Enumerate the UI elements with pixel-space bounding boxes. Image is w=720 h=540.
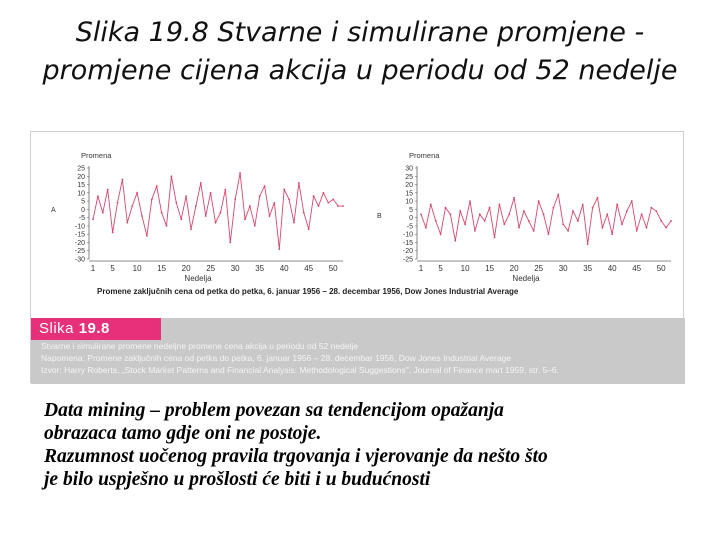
data-point	[562, 223, 564, 225]
x-tick-label: 5	[438, 264, 443, 273]
body-line-3: Razumnost uočenog pravila trgovanja i vjerovanje da nešto što	[44, 446, 548, 467]
x-tick-label: 20	[509, 264, 519, 273]
data-point	[210, 192, 212, 194]
data-point	[459, 210, 461, 212]
data-point	[239, 172, 241, 174]
data-point	[175, 202, 177, 204]
y-tick-label: 15	[405, 190, 413, 198]
data-point	[136, 192, 138, 194]
data-point	[288, 199, 290, 201]
series-line-B	[421, 195, 671, 245]
y-tick-label: 5	[81, 198, 85, 206]
body-line-4: je bilo uspješno u prošlosti će biti i u budućnosti	[44, 469, 431, 490]
x-tick-label: 25	[206, 264, 216, 273]
y-tick-label: -10	[402, 231, 413, 239]
x-tick-label: 5	[110, 264, 115, 273]
caption-line-3: Izvor: Harry Roberts, „Stock Market Patterns and Financial Analysis: Methodological Suggestions", Journal of Finance mart 1959, str. 5–6.	[41, 365, 559, 375]
data-point	[117, 202, 119, 204]
data-point	[641, 213, 643, 215]
panel-label-A: A	[51, 207, 56, 214]
caption-line-2: Napomena: Promene zaključnih cena od petka do petka, 6. januar 1956 – 28. decembar 1956, Dow Jones Industrial Average	[41, 353, 512, 363]
y-tick-label: -30	[74, 256, 85, 264]
figure-tab	[31, 318, 161, 340]
data-point	[180, 218, 182, 220]
y-tick-label: -25	[402, 256, 413, 264]
y-tick-label: 0	[409, 215, 413, 223]
slide-title	[0, 14, 720, 90]
data-point	[337, 205, 339, 207]
data-point	[283, 189, 285, 191]
y-tick-label: -15	[402, 239, 413, 247]
data-point	[264, 185, 266, 187]
data-point	[464, 223, 466, 225]
y-tick-label: 25	[405, 173, 413, 181]
data-point	[503, 223, 505, 225]
data-point	[489, 207, 491, 209]
y-tick-label: -10	[74, 223, 85, 231]
data-point	[445, 207, 447, 209]
data-point	[322, 192, 324, 194]
data-point	[636, 230, 638, 232]
body-line-1: Data mining – problem povezan sa tendencijom opažanja	[44, 400, 504, 421]
data-point	[450, 213, 452, 215]
figure-tab-number: 19.8	[78, 320, 110, 337]
data-point	[332, 199, 334, 201]
figure-panel	[30, 131, 684, 383]
data-point	[318, 205, 320, 207]
data-point	[92, 218, 94, 220]
data-point	[479, 213, 481, 215]
data-point	[190, 228, 192, 230]
data-point	[454, 240, 456, 242]
data-point	[435, 220, 437, 222]
y-tick-label: 10	[77, 190, 85, 198]
figure-tab-prefix: Slika	[39, 320, 79, 337]
data-point	[215, 222, 217, 224]
x-tick-label: 10	[460, 264, 470, 273]
data-point	[543, 213, 545, 215]
data-point	[185, 195, 187, 197]
data-point	[587, 243, 589, 245]
y-tick-label: 15	[77, 182, 85, 190]
data-point	[592, 207, 594, 209]
data-point	[508, 213, 510, 215]
data-point	[655, 210, 657, 212]
x-axis-label: Nedelja	[512, 274, 540, 283]
data-point	[646, 227, 648, 229]
x-tick-label: 30	[558, 264, 568, 273]
data-point	[601, 227, 603, 229]
data-point	[494, 237, 496, 239]
data-point	[616, 204, 618, 206]
y-tick-label: -5	[78, 215, 85, 223]
data-point	[278, 248, 280, 250]
x-tick-label: 45	[632, 264, 642, 273]
y-tick-label: 20	[405, 182, 413, 190]
data-point	[597, 197, 599, 199]
data-point	[200, 182, 202, 184]
data-point	[631, 200, 633, 202]
data-point	[626, 210, 628, 212]
x-tick-label: 50	[656, 264, 666, 273]
data-point	[249, 205, 251, 207]
data-point	[621, 223, 623, 225]
data-point	[298, 182, 300, 184]
data-point	[513, 197, 515, 199]
data-point	[166, 225, 168, 227]
data-point	[650, 207, 652, 209]
body-text	[44, 399, 684, 491]
data-point	[425, 227, 427, 229]
x-tick-label: 40	[279, 264, 289, 273]
caption-line-1: Stvarne i simulirane promene nedeljne promene cena akcija u periodu od 52 nedelje	[41, 341, 359, 351]
data-point	[273, 202, 275, 204]
data-point	[342, 205, 344, 207]
body-line-2: obrazaca tamo gdje oni ne postoje.	[44, 423, 322, 444]
data-point	[538, 200, 540, 202]
data-point	[665, 227, 667, 229]
y-axis-label: Promena	[409, 151, 440, 160]
x-tick-label: 1	[418, 264, 424, 273]
y-tick-label: -20	[74, 239, 85, 247]
y-tick-label: -15	[74, 231, 85, 239]
data-point	[293, 222, 295, 224]
data-point	[533, 230, 535, 232]
x-tick-label: 25	[534, 264, 544, 273]
data-point	[308, 228, 310, 230]
x-tick-label: 1	[90, 264, 96, 273]
panel-label-B: B	[377, 213, 382, 220]
data-point	[269, 215, 271, 217]
data-point	[611, 233, 613, 235]
x-tick-label: 10	[132, 264, 142, 273]
data-point	[122, 179, 124, 181]
data-point	[567, 230, 569, 232]
data-point	[499, 204, 501, 206]
y-tick-label: -20	[402, 248, 413, 256]
data-point	[670, 220, 672, 222]
y-tick-label: 5	[409, 206, 413, 214]
data-point	[552, 207, 554, 209]
data-point	[195, 205, 197, 207]
data-point	[313, 195, 315, 197]
data-point	[234, 199, 236, 201]
y-tick-label: 25	[77, 165, 85, 173]
data-point	[146, 235, 148, 237]
x-tick-label: 35	[255, 264, 265, 273]
data-point	[430, 204, 432, 206]
data-point	[660, 220, 662, 222]
data-point	[577, 220, 579, 222]
y-tick-label: 10	[405, 198, 413, 206]
data-point	[548, 233, 550, 235]
data-point	[528, 220, 530, 222]
data-point	[474, 230, 476, 232]
y-tick-label: 30	[405, 165, 413, 173]
data-point	[224, 189, 226, 191]
y-axis-label: Promena	[81, 151, 112, 160]
data-point	[523, 210, 525, 212]
x-tick-label: 15	[485, 264, 495, 273]
x-tick-label: 20	[181, 264, 191, 273]
x-tick-label: 50	[328, 264, 338, 273]
x-axis-label: Nedelja	[184, 274, 212, 283]
common-caption: Promene zaključnih cena od petka do petka, 6. januar 1956 – 28. decembar 1956, Dow Jones Industrial Average	[97, 287, 519, 296]
data-point	[254, 225, 256, 227]
data-point	[171, 175, 173, 177]
data-point	[259, 195, 261, 197]
data-point	[151, 199, 153, 201]
data-point	[205, 215, 207, 217]
data-point	[606, 213, 608, 215]
data-point	[102, 212, 104, 214]
slide-title-line-1: Slika 19.8 Stvarne i simulirane promjene -	[75, 17, 645, 48]
data-point	[126, 222, 128, 224]
data-point	[156, 185, 158, 187]
x-tick-label: 45	[304, 264, 314, 273]
data-point	[420, 213, 422, 215]
data-point	[484, 220, 486, 222]
data-point	[107, 189, 109, 191]
data-point	[131, 205, 133, 207]
slide-title-line-2: promjene cijena akcija u periodu od 52 nedelje	[42, 55, 678, 86]
data-point	[518, 227, 520, 229]
data-point	[161, 212, 163, 214]
y-tick-label: 20	[77, 173, 85, 181]
x-tick-label: 35	[583, 264, 593, 273]
x-tick-label: 30	[230, 264, 240, 273]
data-point	[582, 204, 584, 206]
chart-layer	[51, 151, 672, 283]
data-point	[97, 195, 99, 197]
x-tick-label: 40	[607, 264, 617, 273]
data-point	[112, 232, 114, 234]
data-point	[220, 212, 222, 214]
data-point	[572, 210, 574, 212]
data-point	[244, 218, 246, 220]
y-tick-label: 0	[81, 206, 85, 214]
data-point	[440, 233, 442, 235]
data-point	[557, 194, 559, 196]
series-line-A	[93, 173, 343, 249]
y-tick-label: -5	[406, 223, 413, 231]
data-point	[303, 212, 305, 214]
data-point	[469, 200, 471, 202]
data-point	[141, 215, 143, 217]
x-tick-label: 15	[157, 264, 167, 273]
data-point	[327, 202, 329, 204]
y-tick-label: -25	[74, 248, 85, 256]
data-point	[229, 242, 231, 244]
